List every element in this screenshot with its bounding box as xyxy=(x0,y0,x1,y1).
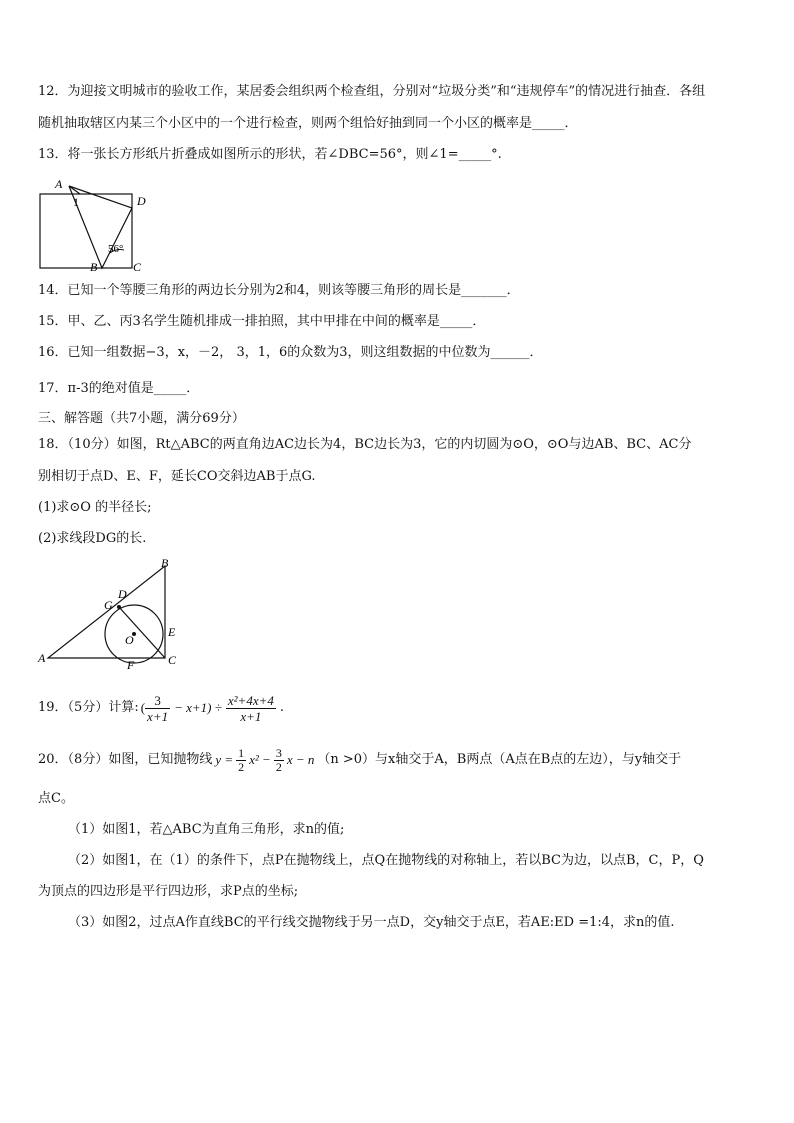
q20-fraction-2 xyxy=(274,747,284,774)
q20-line1 xyxy=(38,742,681,778)
q13-label-b: B xyxy=(90,260,98,272)
q13-figure xyxy=(38,168,156,272)
q15-text: 15．甲、乙、丙3名学生随机排成一排拍照，其中甲排在中间的概率是_____． xyxy=(38,314,486,329)
q17-text: 17．π-3的绝对值是_____． xyxy=(38,381,200,396)
q13-text: 13．将一张长方形纸片折叠成如图所示的形状，若∠DBC=56°，则∠1=_____°. xyxy=(38,147,502,162)
q18-line2: 别相切于点D、E、F，延长CO交斜边AB于点G. xyxy=(38,469,316,484)
q18-label-o: O xyxy=(125,633,134,647)
q18-label-d: D xyxy=(118,587,127,601)
q20-f2-num: 3 xyxy=(275,745,282,760)
q20-sub3: （3）如图2，过点A作直线BC的平行线交抛物线于另一点D，交y轴交于点E，若AE:ED =1:4，求n的值. xyxy=(68,915,675,930)
q18-label-c: C xyxy=(168,653,177,667)
q18-label-a: A xyxy=(38,651,46,665)
q19-end: . xyxy=(279,700,284,715)
section3-heading: 三、解答题（共7小题，满分69分） xyxy=(38,411,245,426)
q18-sub1: (1)求⊙O 的半径长; xyxy=(38,500,152,515)
q20-x2: x² − xyxy=(249,752,271,767)
q19-prefix: 19．（5分）计算: xyxy=(38,700,139,715)
q20-sub2b: 为顶点的四边形是平行四边形，求P点的坐标; xyxy=(38,884,299,899)
q12-line2: 随机抽取辖区内某三个小区中的一个进行检查，则两个组恰好抽到同一个小区的概率是_____． xyxy=(38,116,578,131)
q13-label-d: D xyxy=(137,194,146,208)
q20-prefix: 20．（8分）如图，已知抛物线 xyxy=(38,752,213,767)
q19-expression xyxy=(38,690,284,726)
q18-sub2: (2)求线段DG的长. xyxy=(38,531,147,546)
q19-mid: − x+1) ÷ xyxy=(174,700,222,715)
q13-label-c: C xyxy=(133,260,142,272)
q18-label-e: E xyxy=(168,625,176,639)
q20-f1-num: 1 xyxy=(238,745,245,760)
q20-eq-y: y = xyxy=(215,752,234,767)
q18-line1: 18．（10分）如图，Rt△ABC的两直角边AC边长为4，BC边长为3，它的内切圆为⊙O，⊙O与边AB、BC、AC分 xyxy=(38,437,692,452)
q20-tail: x − n xyxy=(286,752,315,767)
q14-text: 14．已知一个等腰三角形的两边长分别为2和4，则该等腰三角形的周长是_______． xyxy=(38,283,520,298)
q18-label-b: B xyxy=(161,556,169,570)
q19-f1-num: 3 xyxy=(145,693,170,709)
q19-f2-den: x+1 xyxy=(240,708,262,724)
q20-f1-den: 2 xyxy=(238,759,245,774)
q19-fraction-1 xyxy=(145,693,170,724)
q20-fraction-1 xyxy=(236,747,246,774)
q13-label-a: A xyxy=(55,177,63,191)
q20-sub1: （1）如图1，若△ABC为直角三角形，求n的值; xyxy=(68,822,345,837)
q13-label-1: 1 xyxy=(73,195,79,209)
q18-label-f: F xyxy=(127,658,135,670)
q19-fraction-2 xyxy=(226,693,276,724)
q19-f1-den: x+1 xyxy=(147,708,169,724)
q18-label-g: G xyxy=(104,598,113,612)
q19-f2-num: x²+4x+4 xyxy=(227,692,274,708)
q16-text: 16．已知一组数据−3，x，－2， 3，1，6的众数为3，则这组数据的中位数为______． xyxy=(38,345,543,360)
q20-sub2a: （2）如图1，在（1）的条件下，点P在抛物线上，点Q在抛物线的对称轴上，若以BC为边，以点B，C，P，Q xyxy=(68,853,704,868)
q20-f2-den: 2 xyxy=(275,759,282,774)
q18-figure xyxy=(30,556,190,670)
q13-label-56: 56° xyxy=(108,243,124,255)
q20-after: （n >0）与x轴交于A，B两点（A点在B点的左边），与y轴交于 xyxy=(317,752,682,767)
q12-line1: 12．为迎接文明城市的验收工作，某居委会组织两个检查组，分别对“垃圾分类”和“违规停车”的情况进行抽查．各组 xyxy=(38,84,706,99)
q19-open-paren: ( xyxy=(140,700,146,715)
q20-line2: 点C。 xyxy=(38,791,74,806)
